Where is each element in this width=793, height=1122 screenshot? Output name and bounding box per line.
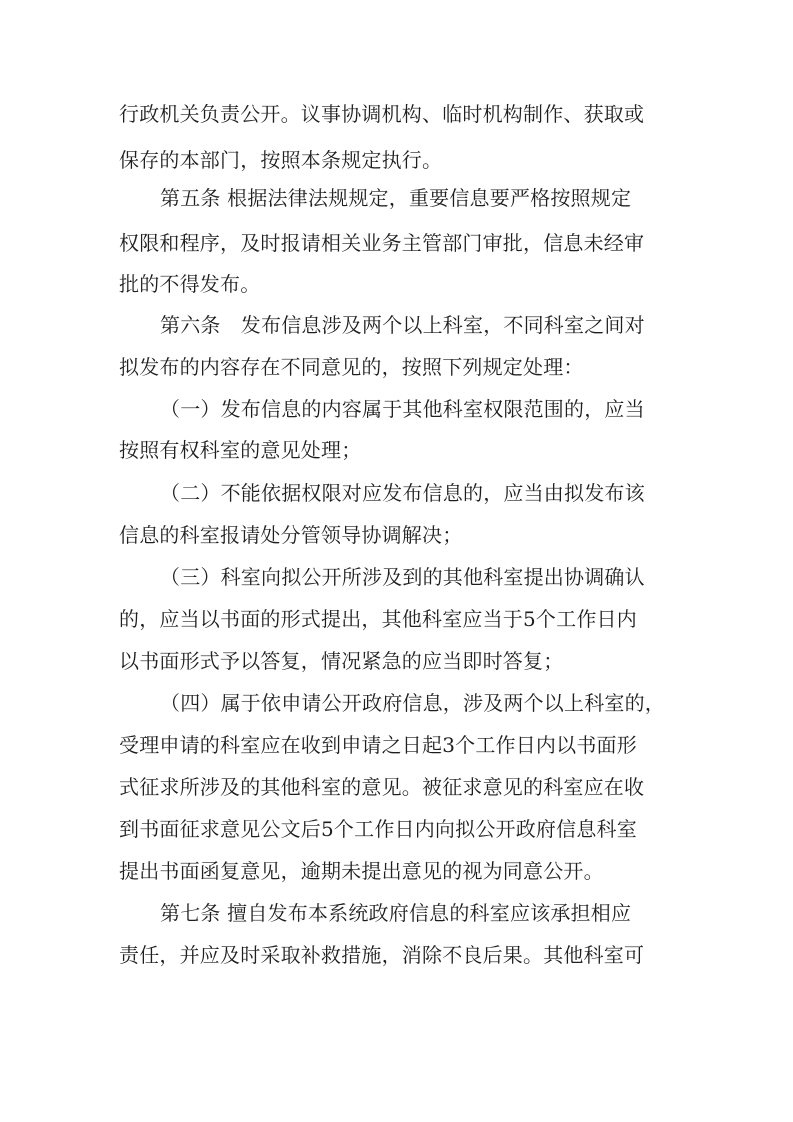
article-6-heading-line: 第六条 发布信息涉及两个以上科室，不同科室之间对: [160, 313, 645, 337]
clause-2-line: （二）不能依据权限对应发布信息的，应当由拟发布该: [160, 481, 645, 505]
text-line: 以书面形式予以答复，情况紧急的应当即时答复；: [119, 649, 564, 673]
clause-3-line: （三）科室向拟公开所涉及到的其他科室提出协调确认: [160, 565, 645, 589]
text-line: 式征求所涉及的其他科室的意见。被征求意见的科室应在收: [119, 775, 645, 799]
clause-4-line: （四）属于依申请公开政府信息，涉及两个以上科室的，: [160, 691, 665, 715]
clause-1-line: （一）发布信息的内容属于其他科室权限范围的，应当: [160, 397, 645, 421]
article-5-heading-line: 第五条 根据法律法规规定，重要信息要严格按照规定: [160, 186, 632, 210]
text-line: 提出书面函复意见，逾期未提出意见的视为同意公开。: [119, 859, 604, 883]
text-line: 权限和程序，及时报请相关业务主管部门审批，信息未经审: [119, 231, 645, 255]
text-line: 拟发布的内容存在不同意见的，按照下列规定处理：: [119, 355, 584, 379]
text-line: 保存的本部门，按照本条规定执行。: [119, 148, 443, 172]
text-line: 到书面征求意见公文后5个工作日内向拟公开政府信息科室: [119, 817, 637, 841]
text-line: 信息的科室报请处分管领导协调解决；: [119, 523, 463, 547]
text-line: 的，应当以书面的形式提出，其他科室应当于5个工作日内: [119, 607, 637, 631]
text-line: 按照有权科室的意见处理；: [119, 438, 362, 462]
article-7-heading-line: 第七条 擅自发布本系统政府信息的科室应该承担相应: [160, 901, 632, 925]
text-line: 行政机关负责公开。议事协调机构、临时机构制作、获取或: [119, 102, 645, 126]
text-line: 批的不得发布。: [119, 272, 261, 296]
text-line: 责任，并应及时采取补救措施，消除不良后果。其他科室可: [119, 943, 645, 967]
text-line: 受理申请的科室应在收到申请之日起3个工作日内以书面形: [119, 733, 637, 757]
